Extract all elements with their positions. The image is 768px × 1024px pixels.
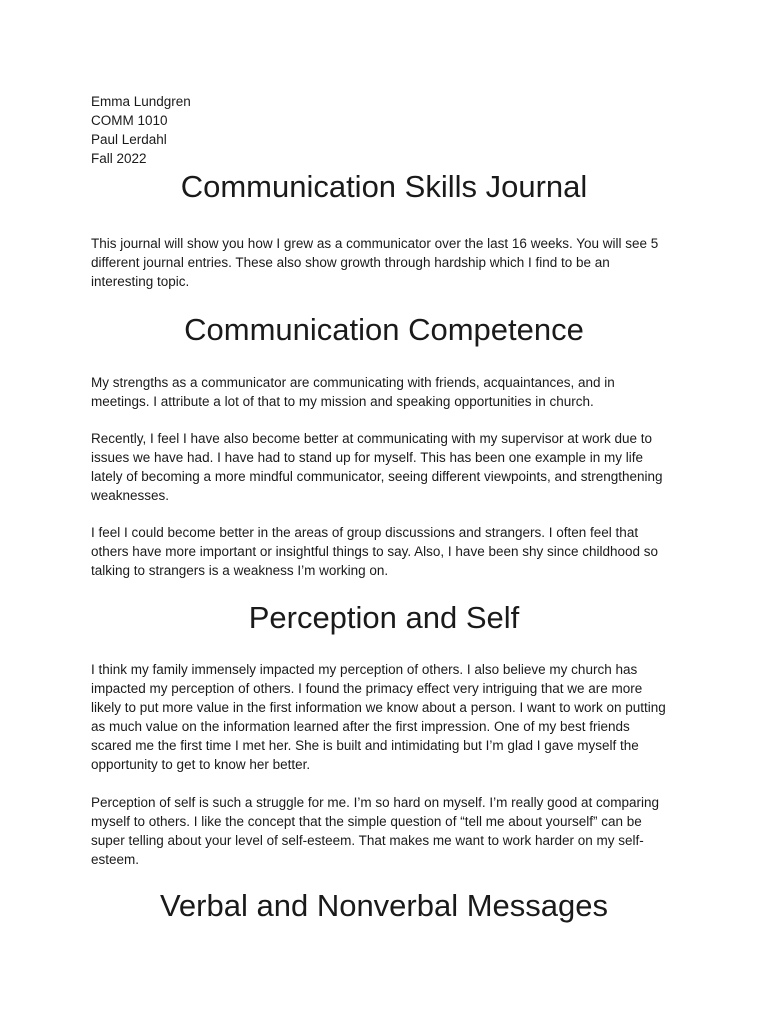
section-heading-perception-and-self: Perception and Self [248,600,520,635]
competence-paragraph-3: I feel I could become better in the areas of group discussions and strangers. I often feel that others have more important or insightful things to say. Also, I have been shy since childhood so talking to strangers is a weakness I’m working on. [91,525,659,578]
perception-paragraph-1: I think my family immensely impacted my perception of others. I also believe my church has impacted my perception of others. I found the primacy effect very intriguing that we are more likely to put more value in the first information we know about a person. I want to work on putting as much value on the information learned after the first impression. One of my best friends scared me the first time I met her. She is built and intimidating but I’m glad I gave myself the opportunity to get to know her better. [91,662,666,772]
term: Fall 2022 [91,151,147,166]
competence-paragraph-1: My strengths as a communicator are communicating with friends, acquaintances, and in meetings. I attribute a lot of that to my mission and speaking opportunities in church. [91,375,615,409]
section-heading-verbal-and-nonverbal-messages: Verbal and Nonverbal Messages [159,888,609,923]
document-title: Communication Skills Journal [180,169,588,204]
instructor-name: Paul Lerdahl [91,132,167,147]
course-code: COMM 1010 [91,113,168,128]
competence-paragraph-2: Recently, I feel I have also become better at communicating with my supervisor at work due to issues we have had. I have had to stand up for myself. This has been one example in my life lately of becoming a more mindful communicator, seeing different viewpoints, and strengthening weaknesses. [91,431,663,503]
document-header [91,92,191,168]
section-heading-communication-competence: Communication Competence [184,312,584,347]
intro-paragraph: This journal will show you how I grew as a communicator over the last 16 weeks. You will see 5 different journal entries. These also show growth through hardship which I find to be an interesting topic. [91,236,659,289]
author-name: Emma Lundgren [91,94,191,109]
perception-paragraph-2: Perception of self is such a struggle for me. I’m so hard on myself. I’m really good at comparing myself to others. I like the concept that the simple question of “tell me about yourself” can be super telling about your level of self-esteem. That makes me want to work harder on my self-esteem. [91,795,660,867]
